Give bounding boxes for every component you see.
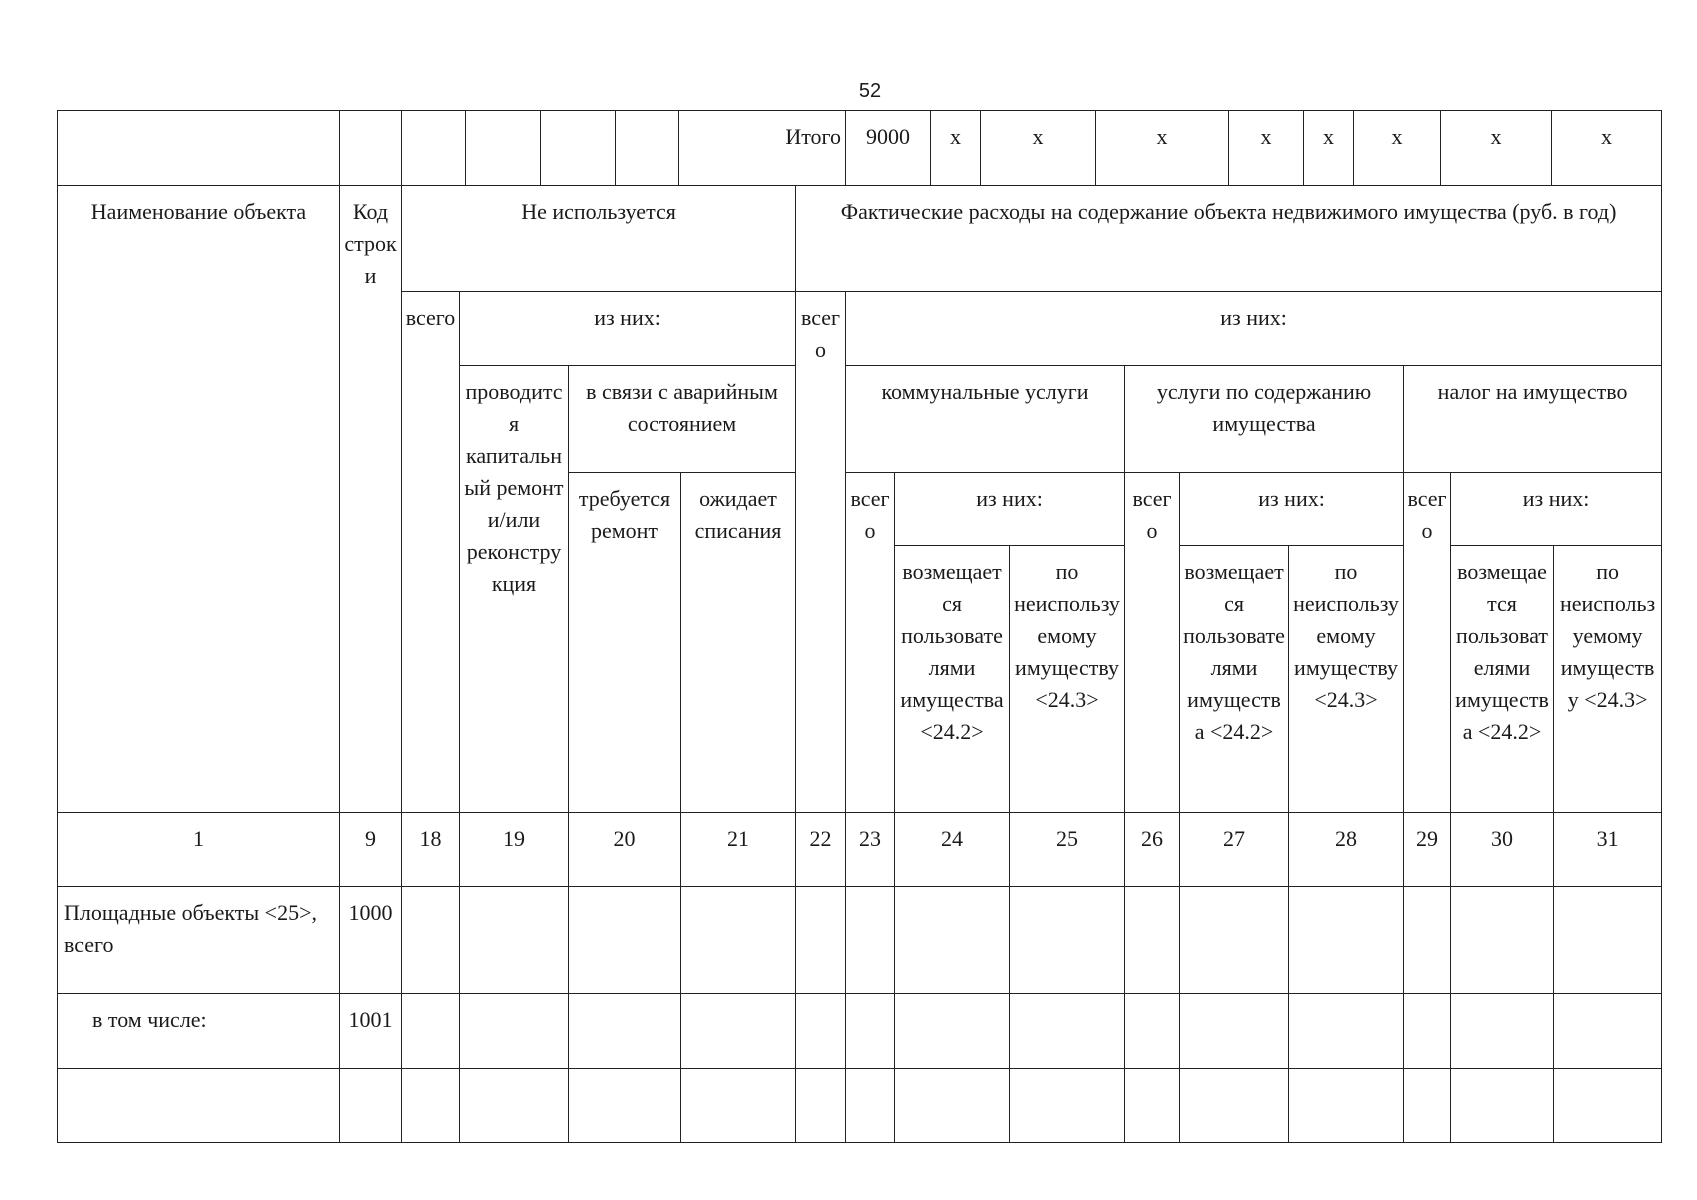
total-x-mark: x [1354,111,1441,186]
row-object-name: Площадные объекты <25>, всего [58,887,340,994]
total-x-mark: x [931,111,981,186]
column-number: 20 [569,813,681,887]
total-x-mark: x [1304,111,1354,186]
header-not-used-of-them: из них: [460,292,796,366]
empty-cell [796,994,846,1069]
column-number: 1 [58,813,340,887]
total-row-table [57,110,1662,186]
empty-cell [402,994,460,1069]
empty-cell [402,887,460,994]
empty-cell [681,887,796,994]
empty-cell [1289,887,1404,994]
empty-cell [1010,994,1125,1069]
empty-cell [340,1069,402,1143]
empty-cell [1289,994,1404,1069]
header-expenses-of-them: из них: [846,292,1662,366]
empty-cell [460,887,569,994]
table-row-empty [58,1069,1662,1143]
empty-cell [1451,887,1554,994]
page-number: 52 [858,80,882,102]
column-number: 22 [796,813,846,887]
expenses-table [57,185,1662,1143]
empty-cell [1404,887,1451,994]
column-number-row [58,813,1662,887]
empty-cell [681,1069,796,1143]
empty-cell [895,1069,1010,1143]
header-expenses-total: всего [796,292,846,813]
empty-cell [1125,994,1180,1069]
empty-cell [846,887,895,994]
empty-cell [895,994,1010,1069]
total-cell-blank [466,111,541,186]
total-x-mark: x [1552,111,1662,186]
empty-cell [846,994,895,1069]
column-number: 27 [1180,813,1289,887]
header-capital-repair: проводится капитальный ремонт и/или реконструкция [460,366,569,813]
empty-cell [1289,1069,1404,1143]
header-utilities: коммунальные услуги [846,366,1125,473]
column-number: 23 [846,813,895,887]
header-utilities-unused: по неиспользуемому имуществу <24.3> [1010,546,1125,813]
column-number: 31 [1554,813,1662,887]
table-row [58,994,1662,1069]
header-row-code: Код строки [340,186,402,813]
empty-cell [1404,994,1451,1069]
header-tax-of-them: из них: [1451,473,1662,546]
empty-cell [895,887,1010,994]
empty-cell [402,1069,460,1143]
empty-cell [569,887,681,994]
total-cell-blank [616,111,679,186]
empty-cell [1180,887,1289,994]
empty-cell [1010,1069,1125,1143]
header-utilities-of-them: из них: [895,473,1125,546]
total-x-mark: x [1441,111,1552,186]
empty-cell [569,1069,681,1143]
empty-cell [1010,887,1125,994]
header-write-off: ожидает списания [681,473,796,813]
column-number: 29 [1404,813,1451,887]
empty-cell [58,1069,340,1143]
header-utilities-reimbursed: возмещается пользователями имущества <24.2> [895,546,1010,813]
empty-cell [1404,1069,1451,1143]
empty-cell [460,1069,569,1143]
row-code: 1001 [340,994,402,1069]
total-x-mark: x [981,111,1096,186]
empty-cell [846,1069,895,1143]
empty-cell [1180,1069,1289,1143]
header-tax-reimbursed: возмещается пользователями имущества <24.2> [1451,546,1554,813]
empty-cell [1125,887,1180,994]
empty-cell [681,994,796,1069]
header-repair-needed: требуется ремонт [569,473,681,813]
header-maintenance: услуги по содержанию имущества [1125,366,1404,473]
empty-cell [569,994,681,1069]
total-cell-blank [541,111,616,186]
column-number: 18 [402,813,460,887]
total-cell-blank [340,111,402,186]
empty-cell [1125,1069,1180,1143]
header-property-tax: налог на имущество [1404,366,1662,473]
total-x-mark: x [1096,111,1229,186]
total-cell-blank [402,111,466,186]
column-number: 9 [340,813,402,887]
header-maintenance-unused: по неиспользуемому имуществу <24.3> [1289,546,1404,813]
total-label: Итого [679,111,846,186]
empty-cell [1554,887,1662,994]
column-number: 24 [895,813,1010,887]
header-maintenance-total: всего [1125,473,1180,813]
empty-cell [1451,994,1554,1069]
header-maintenance-of-them: из них: [1180,473,1404,546]
empty-cell [1554,1069,1662,1143]
header-maintenance-reimbursed: возмещается пользователями имущества <24.2> [1180,546,1289,813]
empty-cell [796,887,846,994]
header-emergency: в связи с аварийным состоянием [569,366,796,473]
row-code: 1000 [340,887,402,994]
column-number: 25 [1010,813,1125,887]
column-number: 19 [460,813,569,887]
empty-cell [1451,1069,1554,1143]
header-row-1 [58,186,1662,292]
total-cell-blank [58,111,340,186]
total-x-mark: x [1229,111,1304,186]
column-number: 28 [1289,813,1404,887]
header-not-used: Не используется [402,186,796,292]
empty-cell [1180,994,1289,1069]
header-tax-unused: по неиспользуемому имуществу <24.3> [1554,546,1662,813]
empty-cell [460,994,569,1069]
row-object-name: в том числе: [58,994,340,1069]
column-number: 30 [1451,813,1554,887]
column-number: 21 [681,813,796,887]
table-row [58,887,1662,994]
header-object-name: Наименование объекта [58,186,340,813]
total-row [58,111,1662,186]
total-code: 9000 [846,111,931,186]
header-not-used-total: всего [402,292,460,813]
empty-cell [796,1069,846,1143]
header-utilities-total: всего [846,473,895,813]
header-tax-total: всего [1404,473,1451,813]
header-actual-expenses: Фактические расходы на содержание объекта недвижимого имущества (руб. в год) [796,186,1662,292]
empty-cell [1554,994,1662,1069]
column-number: 26 [1125,813,1180,887]
